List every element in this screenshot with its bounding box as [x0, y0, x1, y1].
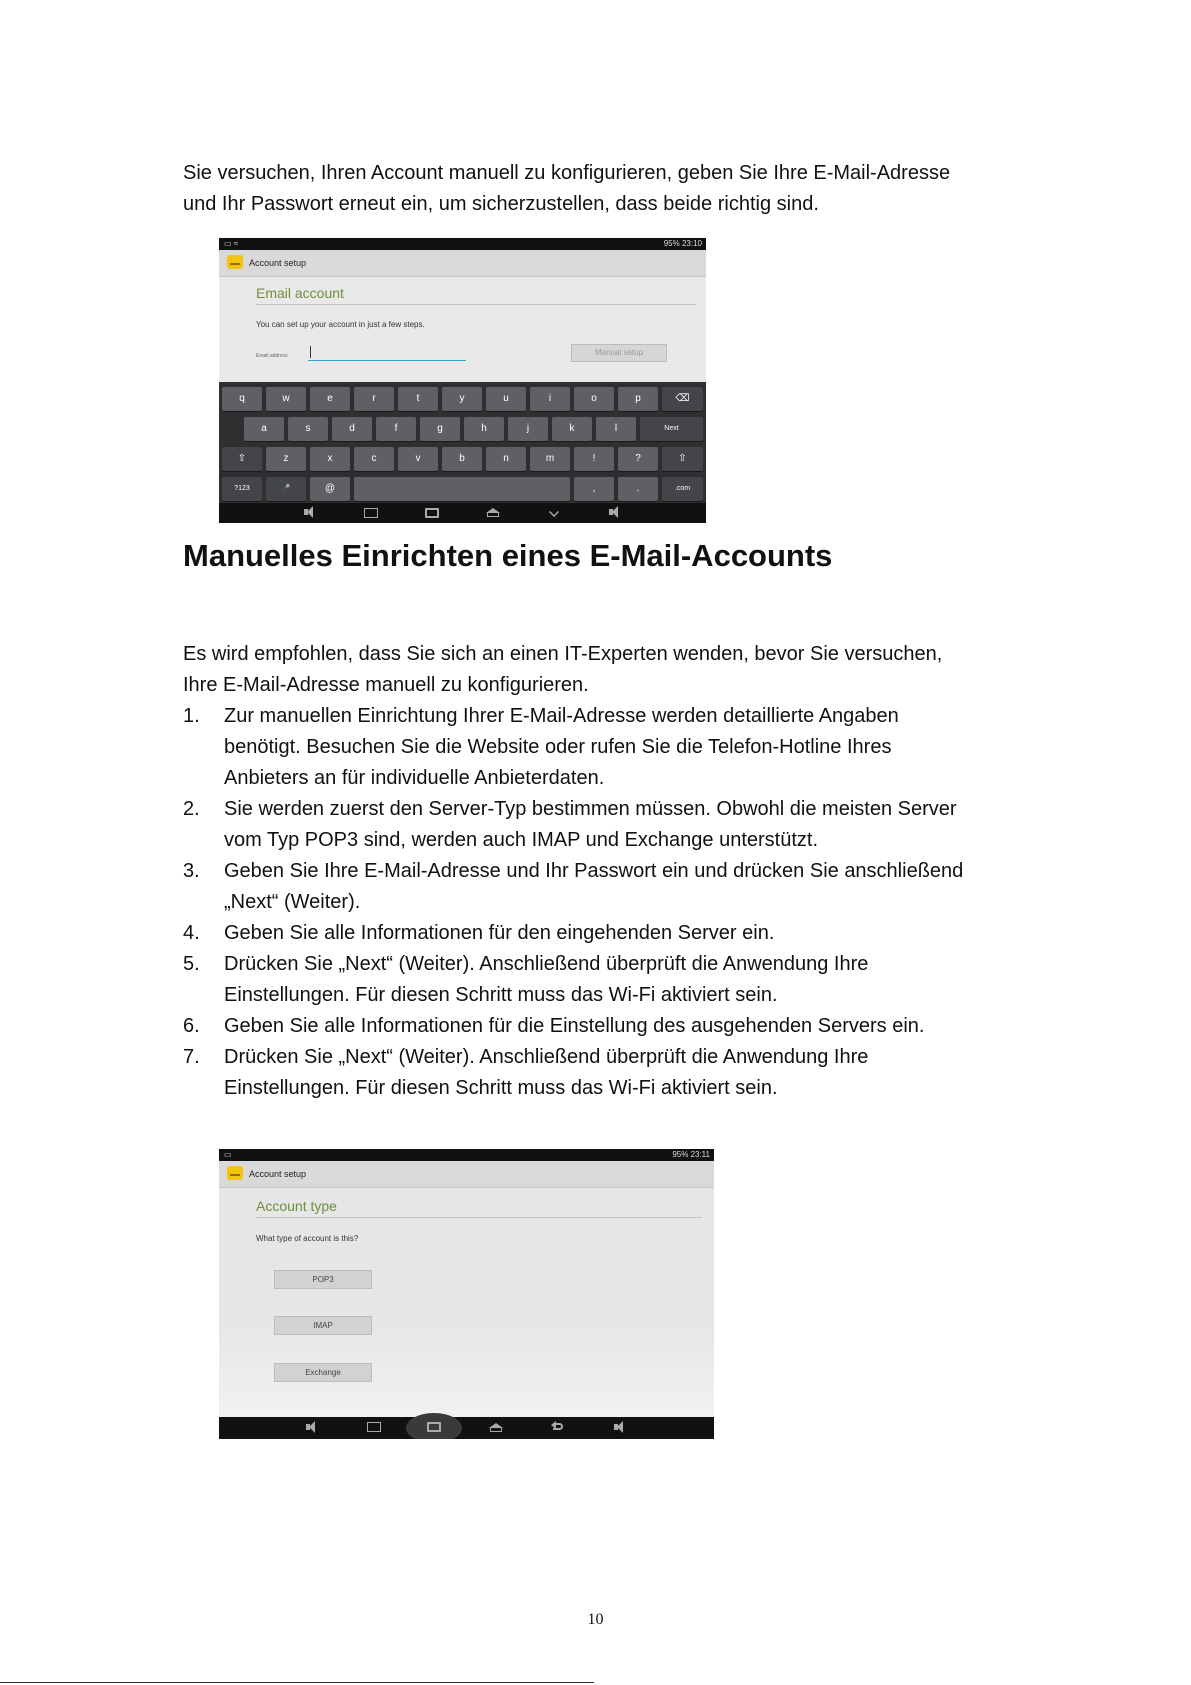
- key-p[interactable]: p: [618, 387, 658, 411]
- setup-hint: You can set up your account in just a few steps.: [256, 320, 425, 329]
- action-bar-title: Account setup: [249, 258, 307, 268]
- key-b[interactable]: b: [442, 447, 482, 471]
- key-k[interactable]: k: [552, 417, 592, 441]
- step-item: [183, 701, 1023, 794]
- status-time: 95% 23:10: [663, 239, 702, 248]
- home-icon[interactable]: [486, 506, 500, 518]
- status-time: 95% 23:11: [672, 1150, 710, 1159]
- footer-rule: [0, 1682, 594, 1683]
- navigation-bar: [219, 1417, 714, 1439]
- recent-apps-icon[interactable]: [367, 1422, 381, 1432]
- step-line: Geben Sie alle Informationen für den eingehenden Server ein.: [224, 922, 775, 944]
- step-line: Geben Sie alle Informationen für die Einstellung des ausgehenden Servers ein.: [224, 1015, 925, 1037]
- account-type-question: What type of account is this?: [256, 1234, 359, 1243]
- shift-key-left[interactable]: ⇧: [222, 447, 262, 471]
- exchange-button[interactable]: Exchange: [274, 1363, 372, 1382]
- key-a[interactable]: a: [244, 417, 284, 441]
- step-number: 3.: [183, 860, 200, 882]
- key-w[interactable]: w: [266, 387, 306, 411]
- imap-button[interactable]: IMAP: [274, 1316, 372, 1335]
- volume-up-icon[interactable]: [608, 506, 622, 518]
- pop3-button[interactable]: POP3: [274, 1270, 372, 1289]
- key-z[interactable]: z: [266, 447, 306, 471]
- section-title: Email account: [256, 285, 344, 301]
- email-address-label: Email address: [256, 353, 288, 359]
- key-q[interactable]: q: [222, 387, 262, 411]
- section-heading: Manuelles Einrichten eines E-Mail-Accounts: [183, 538, 833, 573]
- step-line: Einstellungen. Für diesen Schritt muss das Wi-Fi aktiviert sein.: [224, 1077, 778, 1099]
- screenshot-icon[interactable]: [427, 1422, 441, 1432]
- step-number: 1.: [183, 705, 200, 727]
- intro-line: und Ihr Passwort erneut ein, um sicherzustellen, dass beide richtig sind.: [183, 193, 819, 215]
- step-item: [183, 794, 1023, 856]
- status-bar: [219, 238, 706, 250]
- backspace-key[interactable]: ⌫: [662, 387, 703, 411]
- action-bar: [219, 1161, 714, 1188]
- key-comma[interactable]: ,: [574, 477, 614, 501]
- key-v[interactable]: v: [398, 447, 438, 471]
- step-number: 5.: [183, 953, 200, 975]
- step-item: [183, 1042, 1023, 1104]
- email-account-screenshot: [219, 238, 706, 523]
- step-line: benötigt. Besuchen Sie die Website oder rufen Sie die Telefon-Hotline Ihres: [224, 736, 892, 758]
- section-divider: [256, 304, 696, 305]
- volume-down-icon[interactable]: [303, 506, 317, 518]
- shift-key-right[interactable]: ⇧: [662, 447, 703, 471]
- step-item: [183, 949, 1023, 1011]
- home-icon[interactable]: [489, 1421, 503, 1433]
- key-m[interactable]: m: [530, 447, 570, 471]
- key-o[interactable]: o: [574, 387, 614, 411]
- key-s[interactable]: s: [288, 417, 328, 441]
- volume-up-icon[interactable]: [613, 1421, 627, 1433]
- key-u[interactable]: u: [486, 387, 526, 411]
- back-icon[interactable]: [551, 1421, 565, 1433]
- space-key[interactable]: [354, 477, 570, 501]
- step-number: 4.: [183, 922, 200, 944]
- microphone-icon[interactable]: 🎤: [266, 477, 306, 501]
- symbols-key[interactable]: ?123: [222, 477, 262, 501]
- key-e[interactable]: e: [310, 387, 350, 411]
- dotcom-key[interactable]: .com: [662, 477, 703, 501]
- on-screen-keyboard: [219, 382, 706, 503]
- step-number: 7.: [183, 1046, 200, 1068]
- section-divider: [256, 1217, 702, 1218]
- email-address-input[interactable]: [308, 346, 466, 361]
- notification-icons: ▭: [224, 1150, 232, 1159]
- action-bar-title: Account setup: [249, 1169, 307, 1179]
- step-line: Anbieters an für individuelle Anbieterdaten.: [224, 767, 605, 789]
- screenshot-icon[interactable]: [425, 508, 439, 518]
- key-r[interactable]: r: [354, 387, 394, 411]
- page-number: 10: [587, 1611, 604, 1628]
- section-title: Account type: [256, 1198, 337, 1214]
- paragraph-line: Es wird empfohlen, dass Sie sich an einen IT-Experten wenden, bevor Sie versuchen,: [183, 643, 943, 665]
- intro-line: Sie versuchen, Ihren Account manuell zu konfigurieren, geben Sie Ihre E-Mail-Adresse: [183, 162, 951, 184]
- step-line: Drücken Sie „Next“ (Weiter). Anschließend überprüft die Anwendung Ihre: [224, 953, 869, 975]
- text-caret: [310, 346, 311, 358]
- key-t[interactable]: t: [398, 387, 438, 411]
- intro-paragraph: [183, 158, 1023, 220]
- next-key[interactable]: Next: [640, 417, 703, 441]
- key-x[interactable]: x: [310, 447, 350, 471]
- key-l[interactable]: l: [596, 417, 636, 441]
- step-line: Geben Sie Ihre E-Mail-Adresse und Ihr Passwort ein und drücken Sie anschließend: [224, 860, 964, 882]
- key-c[interactable]: c: [354, 447, 394, 471]
- step-item: [183, 856, 1023, 918]
- step-line: Zur manuellen Einrichtung Ihrer E-Mail-Adresse werden detaillierte Angaben: [224, 705, 899, 727]
- key-d[interactable]: d: [332, 417, 372, 441]
- status-bar: [219, 1149, 714, 1161]
- action-bar: [219, 250, 706, 277]
- volume-down-icon[interactable]: [305, 1421, 319, 1433]
- setup-steps: [183, 701, 1023, 1104]
- recommendation-paragraph: [183, 639, 1023, 701]
- key-y[interactable]: y: [442, 387, 482, 411]
- step-line: „Next“ (Weiter).: [224, 891, 361, 913]
- key-i[interactable]: i: [530, 387, 570, 411]
- manual-setup-button[interactable]: Manual setup: [571, 344, 667, 362]
- key-exclamation[interactable]: !: [574, 447, 614, 471]
- key-question[interactable]: ?: [618, 447, 658, 471]
- key-f[interactable]: f: [376, 417, 416, 441]
- notification-icons: ▭ ≈: [224, 239, 239, 248]
- key-n[interactable]: n: [486, 447, 526, 471]
- hide-keyboard-icon[interactable]: [547, 505, 561, 517]
- step-line: vom Typ POP3 sind, werden auch IMAP und Exchange unterstützt.: [224, 829, 819, 851]
- paragraph-line: Ihre E-Mail-Adresse manuell zu konfigurieren.: [183, 674, 589, 696]
- key-dot[interactable]: .: [618, 477, 658, 501]
- navigation-bar: [219, 503, 706, 523]
- step-number: 2.: [183, 798, 200, 820]
- key-h[interactable]: h: [464, 417, 504, 441]
- email-app-icon: [227, 1166, 243, 1180]
- step-number: 6.: [183, 1015, 200, 1037]
- key-g[interactable]: g: [420, 417, 460, 441]
- email-app-icon: [227, 255, 243, 269]
- step-line: Einstellungen. Für diesen Schritt muss das Wi-Fi aktiviert sein.: [224, 984, 778, 1006]
- recent-apps-icon[interactable]: [364, 508, 378, 518]
- key-j[interactable]: j: [508, 417, 548, 441]
- account-type-screenshot: [219, 1149, 714, 1439]
- key-at[interactable]: @: [310, 477, 350, 501]
- step-line: Drücken Sie „Next“ (Weiter). Anschließend überprüft die Anwendung Ihre: [224, 1046, 869, 1068]
- step-item: [183, 1011, 1023, 1042]
- step-line: Sie werden zuerst den Server-Typ bestimmen müssen. Obwohl die meisten Server: [224, 798, 957, 820]
- step-item: [183, 918, 1023, 949]
